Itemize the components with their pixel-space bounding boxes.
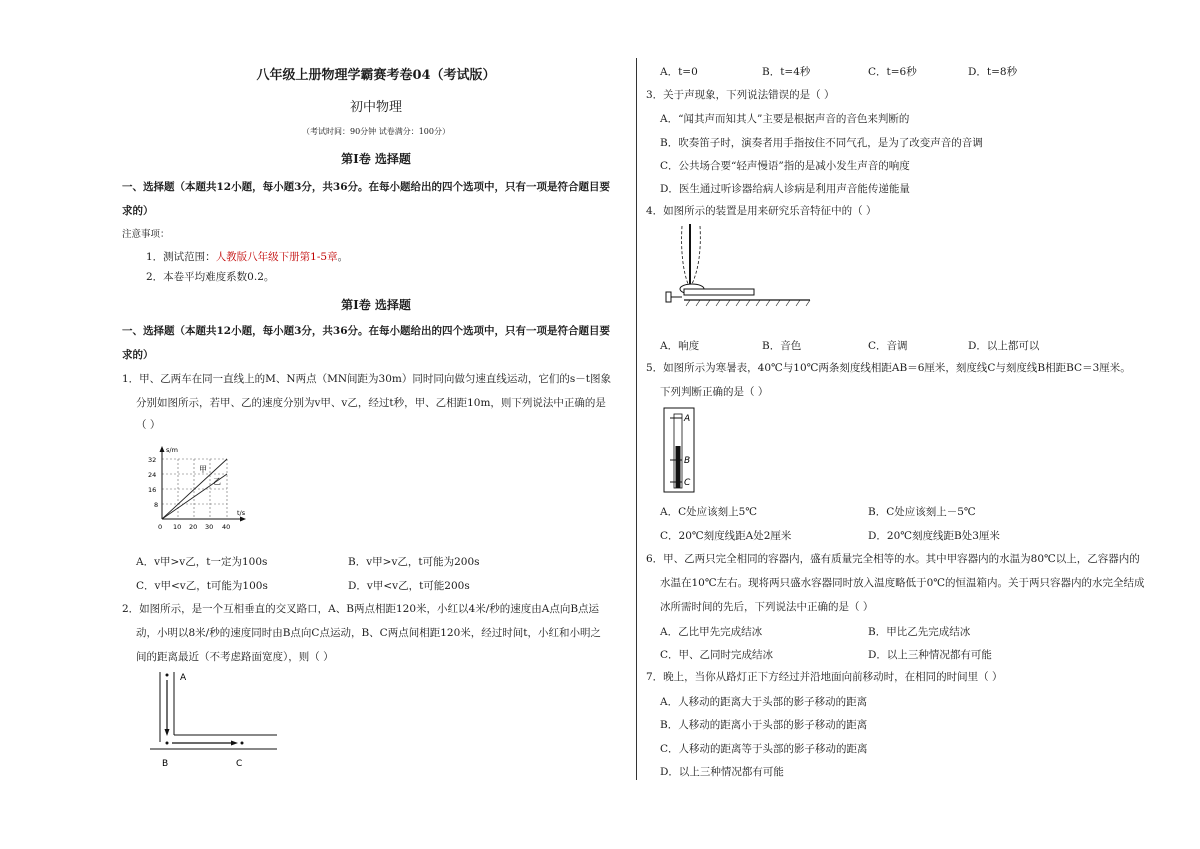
q7-option-b[interactable]: B．人移动的距离小于头部的影子移动的距离: [660, 719, 868, 731]
line-yi-label: 乙: [213, 477, 221, 486]
x-tick: 30: [205, 523, 214, 531]
q1-option-d[interactable]: D．v甲<v乙，t可能200s: [348, 580, 470, 592]
point-c: [241, 742, 244, 745]
q5-option-b[interactable]: B．C处应该刻上－5℃: [868, 506, 976, 518]
column-divider: [636, 58, 637, 780]
vibration-outline-right: [692, 226, 700, 284]
notes-label: 注意事项：: [122, 229, 170, 240]
q6-stem: 水温在10℃左右。现将两只盛水容器同时放入温度略低于0℃的恒温箱内。关于两只容器内的水完全结成: [660, 577, 1145, 589]
instruction-line: 一、选择题（本题共12小题，每小题3分，共36分。在每小题给出的四个选项中，只有一项是符合题目要: [122, 181, 611, 193]
instruction-line: 一、选择题（本题共12小题，每小题3分，共36分。在每小题给出的四个选项中，只有一项是符合题目要: [122, 325, 611, 337]
label-a: A: [684, 414, 691, 424]
q6-option-b[interactable]: B．甲比乙先完成结冰: [868, 626, 971, 638]
x-tick: 40: [222, 523, 231, 531]
q5-thermometer-figure: [662, 406, 722, 496]
note-1-suffix: 。: [337, 251, 349, 263]
note-1: [146, 250, 348, 264]
exam-title: 八年级上册物理学霸赛考卷04（考试版）: [256, 68, 496, 83]
q1-option-c[interactable]: C．v甲<v乙，t可能为100s: [136, 580, 268, 592]
instruction-line: 求的）: [122, 205, 154, 217]
q5-option-a[interactable]: A．C处应该刻上5℃: [660, 506, 758, 518]
q2-stem: 动，小明以8米/秒的速度同时由B点向C点运动，B、C两点间相距120米，经过时间t，小红和小明之: [136, 627, 601, 639]
q6-option-d[interactable]: D．以上三种情况都有可能: [868, 649, 992, 661]
q1-st-graph: [132, 444, 272, 544]
q2-option-d[interactable]: D．t=8秒: [968, 66, 1018, 78]
q3-stem: 3．关于声现象，下列说法错误的是（ ）: [646, 89, 835, 101]
q6-stem: 冰所需时间的先后，下列说法中正确的是（ ）: [660, 601, 874, 613]
q4-stem: 4．如图所示的装置是用来研究乐音特征中的（ ）: [646, 205, 877, 217]
y-tick: 24: [148, 471, 157, 479]
x-tick: 10: [173, 523, 182, 531]
x-axis-arrow: [240, 517, 246, 522]
label-b: B: [684, 456, 691, 466]
section-heading-1: 第Ⅰ卷 选择题: [341, 152, 411, 166]
clamp-screw: [666, 292, 671, 302]
instruction-line: 求的）: [122, 349, 154, 361]
q4-option-c[interactable]: C．音调: [868, 340, 908, 352]
q5-stem: 5．如图所示为寒暑表，40℃与10℃两条刻度线相距AB＝6厘米，刻度线C与刻度线B相距BC＝3厘米。: [646, 362, 1131, 374]
q7-option-c[interactable]: C．人移动的距离等于头部的影子移动的距离: [660, 743, 868, 755]
y-tick: 32: [148, 456, 157, 464]
point-a: [166, 674, 169, 677]
q2-crossroad-figure: [142, 670, 282, 770]
q2-option-c[interactable]: C．t=6秒: [868, 66, 917, 78]
vibration-outline-left: [682, 226, 688, 284]
q1-option-b[interactable]: B．v甲>v乙，t可能为200s: [348, 556, 480, 568]
q7-option-a[interactable]: A．人移动的距离大于头部的影子移动的距离: [660, 696, 868, 708]
arrow-head-down: [165, 729, 170, 736]
x-axis-label: t/s: [237, 509, 246, 517]
table-hatching: [686, 300, 810, 306]
q7-stem: 7．晚上，当你从路灯正下方经过并沿地面向前移动时，在相同的时间里（ ）: [646, 671, 1003, 683]
q5-stem: 下列判断正确的是（ ）: [660, 386, 769, 398]
ruler-base: [684, 289, 754, 295]
label-c: C: [684, 478, 691, 488]
y-axis-label: s/m: [166, 446, 178, 454]
section-heading-2: 第Ⅰ卷 选择题: [341, 298, 411, 312]
point-b: [166, 742, 169, 745]
q7-option-d[interactable]: D．以上三种情况都有可能: [660, 766, 784, 778]
q4-option-b[interactable]: B．音色: [762, 340, 802, 352]
y-axis-arrow: [160, 446, 165, 452]
q2-option-a[interactable]: A．t=0: [660, 66, 698, 78]
q5-option-d[interactable]: D．20℃刻度线距B处3厘米: [868, 530, 1000, 542]
q2-option-b[interactable]: B．t=4秒: [762, 66, 811, 78]
q6-stem: 6．甲、乙两只完全相同的容器内，盛有质量完全相等的水。其中甲容器内的水温为80℃以上，乙容器内的: [646, 553, 1140, 565]
arrow-head-right: [231, 741, 238, 746]
q1-stem: （ ）: [136, 419, 161, 431]
q4-option-a[interactable]: A．响度: [660, 340, 700, 352]
label-c: C: [236, 759, 243, 769]
q4-ruler-vibration-figure: [660, 222, 800, 322]
note-1-range: 人教版八年级下册第1-5章: [215, 251, 338, 263]
q5-option-c[interactable]: C．20℃刻度线距A处2厘米: [660, 530, 792, 542]
q4-option-d[interactable]: D．以上都可以: [968, 340, 1040, 352]
q6-option-a[interactable]: A．乙比甲先完成结冰: [660, 626, 763, 638]
q3-option-a[interactable]: A．“闻其声而知其人”主要是根据声音的音色来判断的: [660, 113, 910, 125]
note-2: 2．本卷平均难度系数0.2。: [146, 271, 275, 283]
exam-subject: 初中物理: [349, 100, 402, 115]
q3-option-d[interactable]: D．医生通过听诊器给病人诊病是利用声音能传递能量: [660, 183, 910, 195]
y-tick: 8: [154, 501, 159, 509]
q6-option-c[interactable]: C．甲、乙同时完成结冰: [660, 649, 774, 661]
note-1-prefix: 1．测试范围：: [146, 251, 216, 263]
label-b: B: [162, 759, 169, 769]
y-tick: 16: [148, 486, 157, 494]
q1-stem: 1．甲、乙两车在同一直线上的M、N两点（MN间距为30m）同时同向做匀速直线运动，它们的s－t图象: [122, 373, 611, 385]
q3-option-b[interactable]: B．吹奏笛子时，演奏者用手指按住不同气孔，是为了改变声音的音调: [660, 137, 983, 149]
line-jia-label: 甲: [199, 465, 207, 474]
x-tick: 20: [189, 523, 198, 531]
q2-stem: 2．如图所示，是一个互相垂直的交叉路口，A、B两点相距120米，小红以4米/秒的速度由A点向B点运: [122, 603, 600, 615]
q3-option-c[interactable]: C．公共场合要“轻声慢语”指的是减小发生声音的响度: [660, 160, 910, 172]
q2-stem: 间的距离最近（不考虑路面宽度），则（ ）: [136, 651, 334, 663]
exam-info: （考试时间：90分钟 试卷满分：100分）: [302, 127, 450, 136]
q1-option-a[interactable]: A．v甲>v乙，t一定为100s: [136, 556, 268, 568]
x-tick: 0: [158, 523, 163, 531]
q1-stem: 分别如图所示，若甲、乙的速度分别为v甲、v乙，经过t秒，甲、乙相距10m，则下列说法中正确的是: [136, 397, 606, 409]
label-a: A: [180, 673, 187, 683]
